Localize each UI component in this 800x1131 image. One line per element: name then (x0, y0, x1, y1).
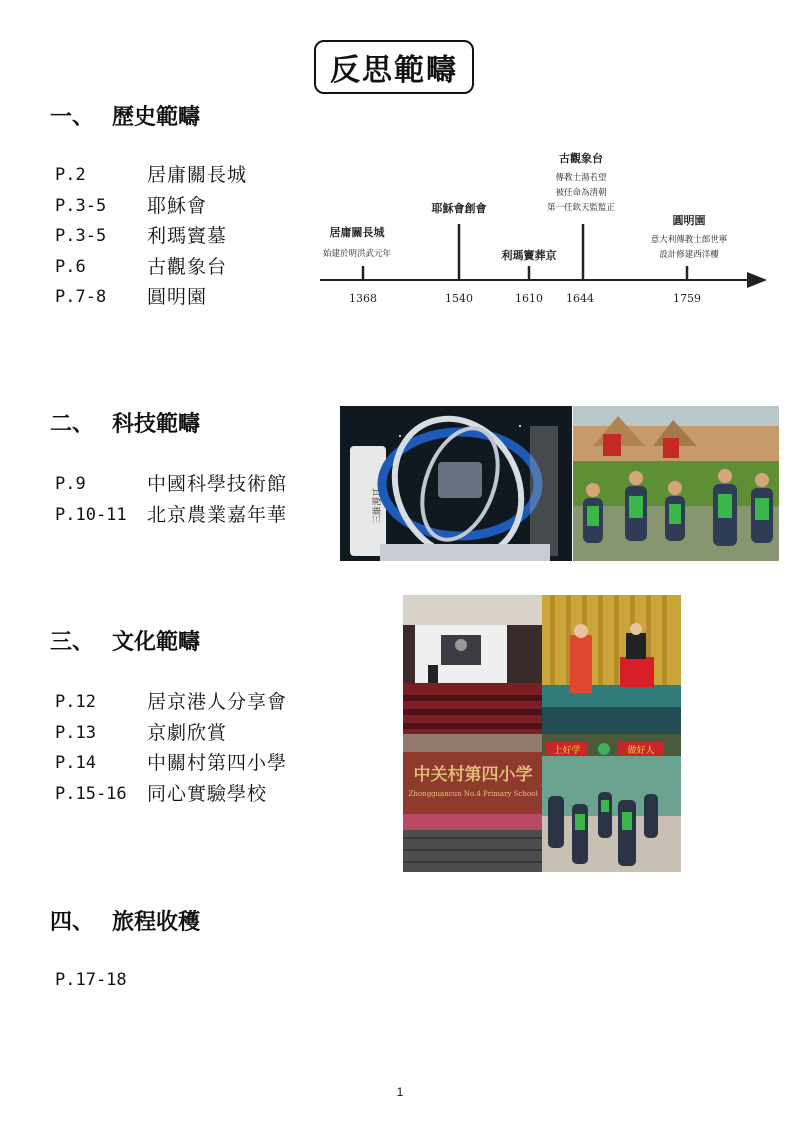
list-item (55, 282, 247, 313)
list-item (55, 718, 287, 749)
item-text: 居庸關長城 (147, 164, 248, 186)
list-item (55, 500, 287, 531)
section-number: 三、 (50, 629, 95, 655)
timeline-year: 1368 (349, 292, 377, 305)
section-title: 旅程收穫 (112, 909, 201, 935)
page-ref: P.3-5 (55, 226, 107, 246)
timeline-event-note: 被任命為清朝 (555, 188, 607, 198)
timeline-event-title: 居庸關長城 (329, 226, 385, 239)
technology-list (55, 469, 287, 530)
list-item (55, 160, 247, 191)
page-ref: P.3-5 (55, 195, 107, 216)
page-ref: P.7-8 (55, 287, 107, 307)
page-ref: P.13 (55, 722, 96, 743)
timeline-event-title: 耶穌會創會 (431, 202, 487, 215)
section-number: 四、 (50, 909, 95, 935)
list-item (55, 221, 247, 252)
page-number: 1 (396, 1085, 404, 1099)
list-item (55, 252, 247, 283)
item-text: 古觀象台 (147, 255, 228, 278)
timeline-event-note: 第一任欽天監監正 (546, 203, 616, 213)
item-text: 北京農業嘉年華 (147, 503, 288, 526)
section-heading-culture (50, 625, 200, 656)
history-list (55, 160, 247, 313)
peking-opera-photo (542, 595, 681, 734)
section-heading-technology (50, 407, 200, 438)
item-text: 耶穌會 (147, 194, 208, 217)
list-item (55, 779, 287, 810)
section-heading-gains (50, 905, 200, 936)
history-timeline (305, 148, 775, 313)
list-item (55, 191, 247, 222)
culture-list (55, 687, 287, 809)
section-title: 文化範疇 (112, 629, 201, 655)
timeline-event-title: 利瑪竇葬京 (501, 249, 557, 262)
timeline-year: 1610 (515, 292, 543, 305)
school-sign-english: Zhongguancun No.4 Primary School (408, 790, 538, 798)
sign-text: 三維漫耳 (373, 487, 383, 525)
section-title: 歷史範疇 (112, 104, 201, 130)
list-item (55, 965, 127, 996)
science-museum-photo (340, 406, 572, 561)
timeline-event-note: 意大利傳教士郎世寧 (650, 235, 728, 245)
page-ref: P.9 (55, 474, 86, 494)
item-text: 京劇欣賞 (147, 721, 228, 744)
banner-right-text: 做好人 (627, 746, 655, 756)
page-ref: P.12 (55, 692, 96, 712)
section-number: 二、 (50, 411, 95, 437)
school-sign-text: 中关村第四小学 (413, 765, 533, 785)
page-title: 反思範疇 (314, 40, 474, 94)
list-item (55, 469, 287, 500)
page-ref: P.15-16 (55, 783, 127, 804)
timeline-year: 1540 (445, 292, 473, 305)
item-text: 圓明園 (147, 286, 208, 308)
timeline-event-note: 傳教士湯若望 (555, 173, 607, 183)
item-text: 同心實驗學校 (147, 782, 268, 805)
page-ref: P.2 (55, 165, 86, 185)
list-item (55, 748, 287, 779)
agriculture-carnival-photo (573, 406, 779, 561)
timeline-event-note: 設計修建西洋樓 (659, 250, 719, 260)
page-ref: P.17-18 (55, 970, 127, 990)
gains-list (55, 965, 127, 996)
zhongguancun-school-photo (403, 734, 542, 872)
tongxin-school-photo (542, 734, 681, 872)
item-text: 利瑪竇墓 (147, 225, 228, 247)
section-number: 一、 (50, 104, 95, 130)
timeline-year: 1759 (673, 292, 701, 305)
section-heading-history (50, 100, 200, 131)
timeline-event-note: 始建於明洪武元年 (322, 249, 392, 259)
item-text: 中國科學技術館 (147, 473, 288, 495)
banner-left-text: 上好学 (553, 746, 581, 756)
item-text: 中關村第四小學 (147, 752, 288, 774)
timeline-event-title: 古觀象台 (559, 152, 603, 165)
page-ref: P.6 (55, 256, 86, 277)
item-text: 居京港人分享會 (147, 691, 288, 713)
section-title: 科技範疇 (112, 411, 201, 437)
page-ref: P.10-11 (55, 504, 127, 525)
page-ref: P.14 (55, 753, 96, 773)
sharing-session-photo (403, 595, 542, 734)
list-item (55, 687, 287, 718)
timeline-event-title: 圓明園 (672, 214, 706, 227)
timeline-year: 1644 (566, 292, 594, 305)
